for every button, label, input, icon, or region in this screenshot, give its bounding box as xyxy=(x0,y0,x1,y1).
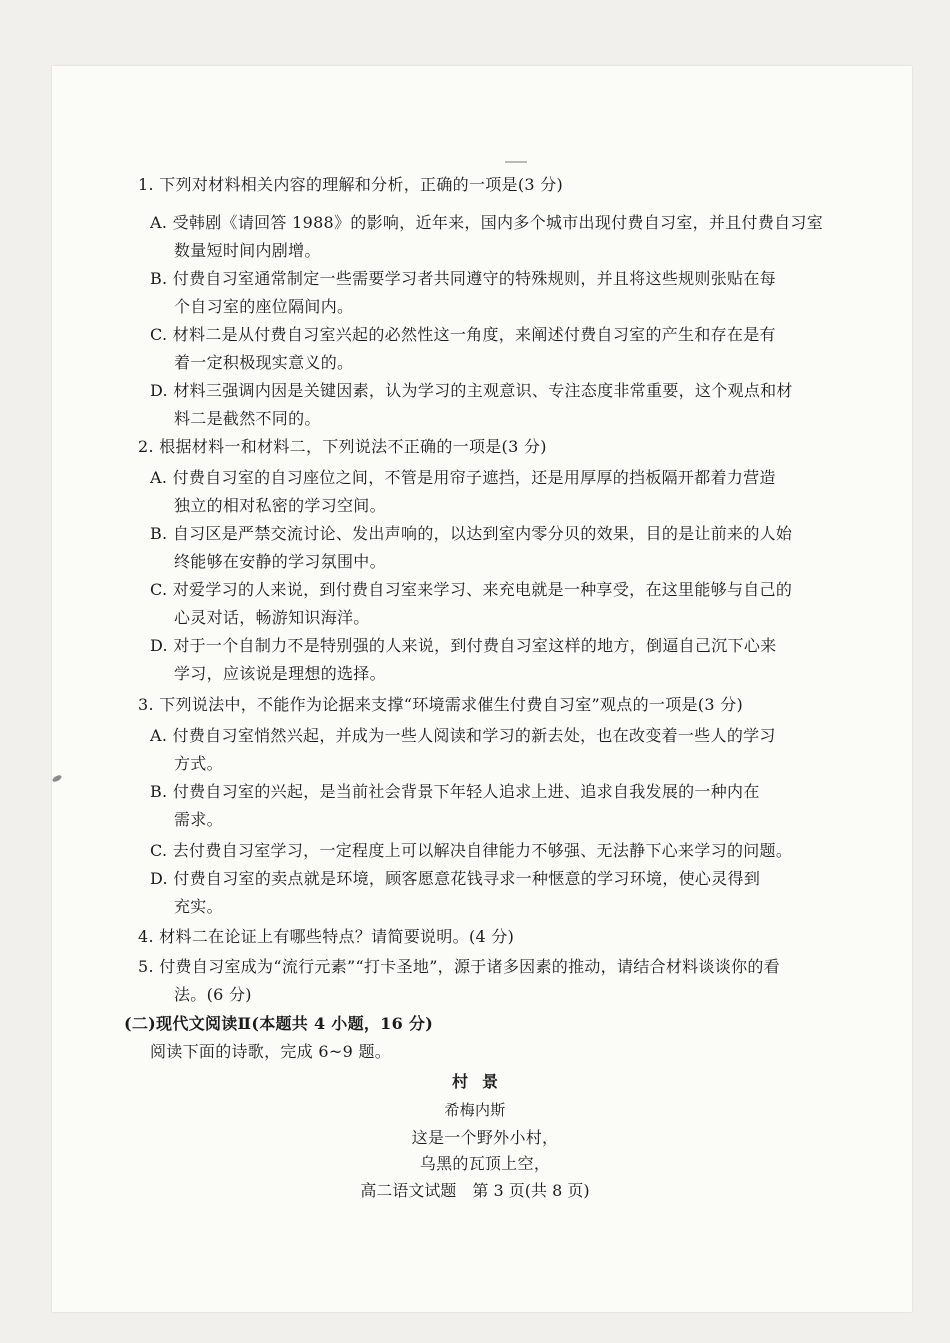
q2-option-b-cont: 终能够在安静的学习氛围中。 xyxy=(174,552,386,571)
q2-option-c: C. 对爱学习的人来说，到付费自习室来学习、来充电就是一种享受，在这里能够与自己的 xyxy=(150,580,793,599)
q1-option-a: A. 受韩剧《请回答 1988》的影响，近年来，国内多个城市出现付费自习室，并且付费自习室 xyxy=(150,213,824,232)
q1-option-c-cont: 着一定积极现实意义的。 xyxy=(174,353,354,372)
page-footer: 高二语文试题 第 3 页(共 8 页) xyxy=(360,1181,590,1200)
q2-option-b: B. 自习区是严禁交流讨论、发出声响的，以达到室内零分贝的效果，目的是让前来的人始 xyxy=(150,524,793,543)
q1-option-c: C. 材料二是从付费自习室兴起的必然性这一角度，来阐述付费自习室的产生和存在是有 xyxy=(150,325,776,344)
question-1-stem: 1. 下列对材料相关内容的理解和分析，正确的一项是(3 分) xyxy=(138,175,564,194)
q3-option-d: D. 付费自习室的卖点就是环境，顾客愿意花钱寻求一种惬意的学习环境，使心灵得到 xyxy=(150,869,761,888)
q3-option-c: C. 去付费自习室学习，一定程度上可以解决自律能力不够强、无法静下心来学习的问题。 xyxy=(150,841,793,860)
question-2-stem: 2. 根据材料一和材料二，下列说法不正确的一项是(3 分) xyxy=(138,437,547,456)
q2-option-c-cont: 心灵对话，畅游知识海洋。 xyxy=(174,608,370,627)
q2-option-d: D. 对于一个自制力不是特别强的人来说，到付费自习室这样的地方，倒逼自己沉下心来 xyxy=(150,636,777,655)
poem-title: 村景 xyxy=(451,1072,512,1091)
question-4-stem: 4. 材料二在论证上有哪些特点？请简要说明。(4 分) xyxy=(138,927,515,946)
poem-line-1: 这是一个野外小村， xyxy=(411,1128,559,1147)
q1-option-b-cont: 个自习室的座位隔间内。 xyxy=(174,297,354,316)
poem-line-2: 乌黑的瓦顶上空， xyxy=(419,1154,551,1173)
q1-option-d-cont: 料二是截然不同的。 xyxy=(174,409,321,428)
question-5-stem: 5. 付费自习室成为“流行元素”“打卡圣地”，源于诸多因素的推动，请结合材料谈谈你的看 xyxy=(138,957,780,976)
scan-mark xyxy=(505,161,527,163)
q2-option-d-cont: 学习，应该说是理想的选择。 xyxy=(174,664,386,683)
q3-option-d-cont: 充实。 xyxy=(174,897,223,916)
question-3-stem: 3. 下列说法中，不能作为论据来支撑“环境需求催生付费自习室”观点的一项是(3 分) xyxy=(138,695,744,714)
q1-option-a-cont: 数量短时间内剧增。 xyxy=(174,241,321,260)
poem-author: 希梅内斯 xyxy=(444,1101,506,1119)
question-5-cont: 法。(6 分) xyxy=(174,985,252,1004)
section-heading: (二)现代文阅读Ⅱ(本题共 4 小题，16 分) xyxy=(124,1014,434,1033)
q2-option-a: A. 付费自习室的自习座位之间，不管是用帘子遮挡，还是用厚厚的挡板隔开都着力营造 xyxy=(150,468,776,487)
q3-option-b: B. 付费自习室的兴起，是当前社会背景下年轻人追求上进、追求自我发展的一种内在 xyxy=(150,782,760,801)
q3-option-b-cont: 需求。 xyxy=(174,810,223,829)
q2-option-a-cont: 独立的相对私密的学习空间。 xyxy=(174,496,386,515)
q1-option-d: D. 材料三强调内因是关键因素，认为学习的主观意识、专注态度非常重要，这个观点和材 xyxy=(150,381,793,400)
q3-option-a-cont: 方式。 xyxy=(174,754,223,773)
section-instruction: 阅读下面的诗歌，完成 6~9 题。 xyxy=(150,1042,392,1061)
q3-option-a: A. 付费自习室悄然兴起，并成为一些人阅读和学习的新去处，也在改变着一些人的学习 xyxy=(150,726,776,745)
q1-option-b: B. 付费自习室通常制定一些需要学习者共同遵守的特殊规则，并且将这些规则张贴在每 xyxy=(150,269,776,288)
